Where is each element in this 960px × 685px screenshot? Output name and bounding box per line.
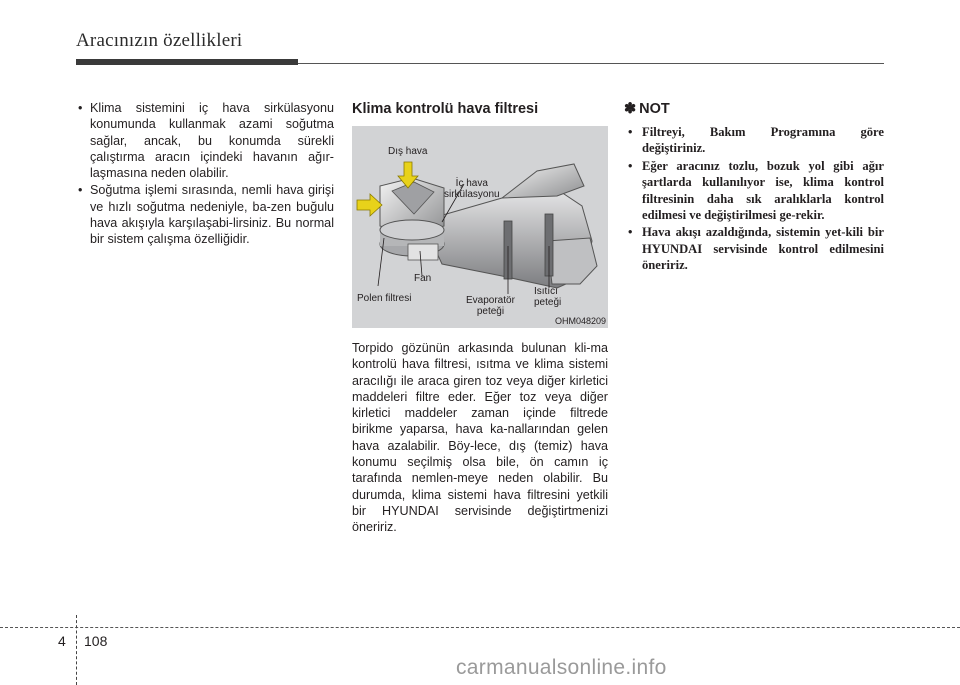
footer-rule (0, 627, 960, 628)
list-item: • Eğer aracınız tozlu, bozuk yol gibi ağır şartlarda kullanılıyor ise, klima kontrol filtresinin daha sık aralıklarla kontrol edilmesi ve değiştirilmesi ge-rekir. (628, 158, 884, 223)
figure-code: OHM048209 (554, 316, 606, 326)
section-title: Klima kontrolü hava filtresi (352, 101, 539, 117)
label-outside-air: Dış hava (388, 146, 428, 157)
note-list (624, 124, 884, 274)
list-item: • Soğutma işlemi sırasında, nemli hava girişi ve hızlı soğutma nedeniyle, ba-zen buğulu hava akışıyla karşılaşabi-lirsiniz. Bu normal bir sistem çalışma özelliğidir. (78, 183, 334, 247)
left-column (76, 100, 334, 249)
note-star-icon: ✽ (624, 101, 637, 117)
chapter-number: 4 (58, 633, 66, 649)
watermark: carmanualsonline.info (456, 656, 667, 679)
header-rule-accent (76, 59, 298, 65)
bullet-list (76, 100, 334, 248)
filter-description: Torpido gözünün arkasında bulunan kli-ma kontrolü hava filtresi, ısıtma ve klima sistemi aracılığı ile araca giren toz veya diğer kirletici maddeleri filtre eder. Eğer toz veya diğer kirletici maddeler zaman içinde filtrede birikme yaparsa, hava ka-nallarından gelen hava azalabilir. Böy-lece, dış (temiz) hava konumu seçilmiş olsa bile, ön camın iç tarafında nemlen-meye neden olabilir. Bu durumda, klima sistemi hava filtresini yetkili bir HYUNDAI servisinde değiştirtmenizi öneririz. (352, 341, 608, 535)
hvac-filter-figure (352, 126, 608, 328)
list-item: • Klima sistemini iç hava sirkülasyonu konumunda kullanmak azami soğutma sağlar, ancak, bu konumda sürekli çalıştırma aracın içindeki havanın ağır-laşmasına neden olabilir. (78, 101, 334, 181)
list-item: • Hava akışı azaldığında, sistemin yet-kili bir HYUNDAI servisinde kontrol edilmesini öneririz. (628, 225, 884, 273)
list-item: • Filtreyi, Bakım Programına göre değiştiriniz. (628, 125, 884, 156)
right-column (624, 100, 884, 275)
page-number: 108 (84, 633, 108, 649)
label-pollen-filter: Polen filtresi (357, 293, 412, 304)
label-heater: Isıtıcı peteği (534, 286, 562, 308)
label-evaporator: Evaporatör peteği (466, 295, 515, 317)
label-fan: Fan (414, 273, 432, 284)
page-section-title: Aracınızın özellikleri (76, 30, 243, 51)
middle-column (352, 100, 608, 536)
footer-divider (76, 615, 77, 685)
label-recirculation: İç hava sirkülasyonu (444, 178, 500, 200)
note-heading: ✽ NOT (624, 101, 670, 117)
